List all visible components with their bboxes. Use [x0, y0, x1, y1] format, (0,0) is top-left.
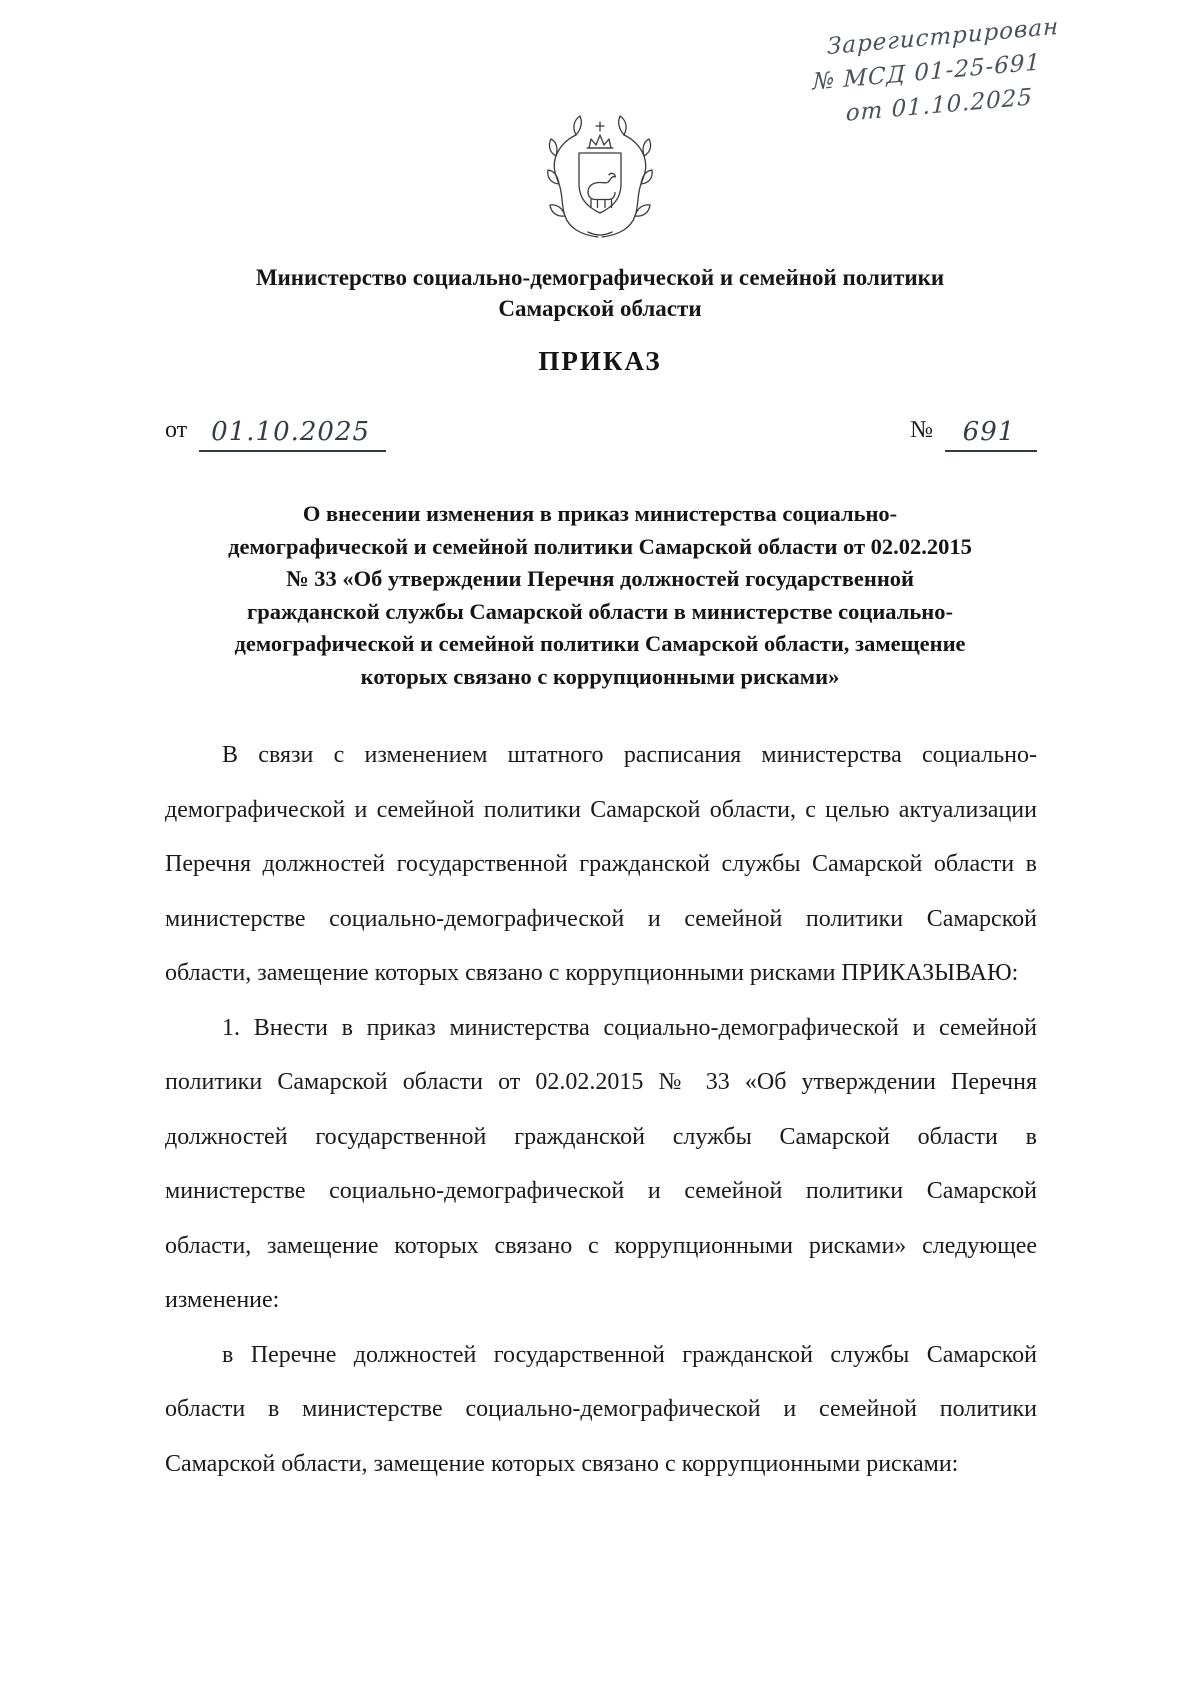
order-title-line: которых связано с коррупционными рисками»: [360, 663, 840, 689]
order-title-line: демографической и семейной политики Самарской области, замещение: [234, 631, 966, 656]
number-label: №: [910, 417, 933, 443]
registration-note-line3: от 01.10.2025: [845, 84, 1034, 127]
registration-note: [812, 4, 1123, 134]
ministry-name: [0, 262, 1200, 324]
registration-note-line2: № МСД 01-25-691: [812, 49, 1042, 96]
order-title-line: О внесении изменения в приказ министерства социально-: [302, 501, 898, 526]
handwritten-number: 691: [945, 417, 1037, 452]
body-paragraph-preamble: В связи с изменением штатного расписания министерства социально-демографической и семейной политики Самарской области, с целью актуализации Перечня должностей государственной гражданской службы Самарской области в министерстве социально-демографической и семейной политики Самарской области, замещение которых связано с коррупционными рисками ПРИКАЗЫВАЮ:: [165, 742, 1037, 986]
order-title-line: гражданской службы Самарской области в министерстве социально-: [247, 598, 953, 624]
order-title: [130, 498, 1070, 693]
document-type-heading: ПРИКАЗ: [538, 346, 662, 376]
body-paragraph-item1: 1. Внести в приказ министерства социально-демографической и семейной политики Самарской области от 02.02.2015 № 33 «Об утверждении Перечня должностей государственной гражданской службы Самарской области в министерстве социально-демографической и семейной политики Самарской области, замещение которых связано с коррупционными рисками» следующее изменение:: [165, 1014, 1037, 1313]
date-number-row: [165, 414, 1037, 449]
samara-coat-of-arms-icon: [540, 106, 660, 246]
ministry-name-line2: Самарской области: [498, 296, 702, 321]
handwritten-date: 01.10.2025: [199, 417, 386, 452]
order-body: [165, 728, 1037, 1491]
body-paragraph-amendment: в Перечне должностей государственной гражданской службы Самарской области в министерстве социально-демографической и семейной политики Самарской области, замещение которых связано с коррупционными рисками:: [165, 1341, 1037, 1477]
order-title-line: демографической и семейной политики Самарской области от 02.02.2015: [228, 533, 972, 559]
ministry-name-line1: Министерство социально-демографической и семейной политики: [255, 265, 945, 290]
number-group: [910, 414, 1037, 449]
date-group: [165, 414, 386, 449]
order-title-line: № 33 «Об утверждении Перечня должностей государственной: [285, 566, 914, 591]
registration-note-line1: Зарегистрирован: [826, 13, 1060, 61]
date-from-label: от: [165, 417, 188, 443]
